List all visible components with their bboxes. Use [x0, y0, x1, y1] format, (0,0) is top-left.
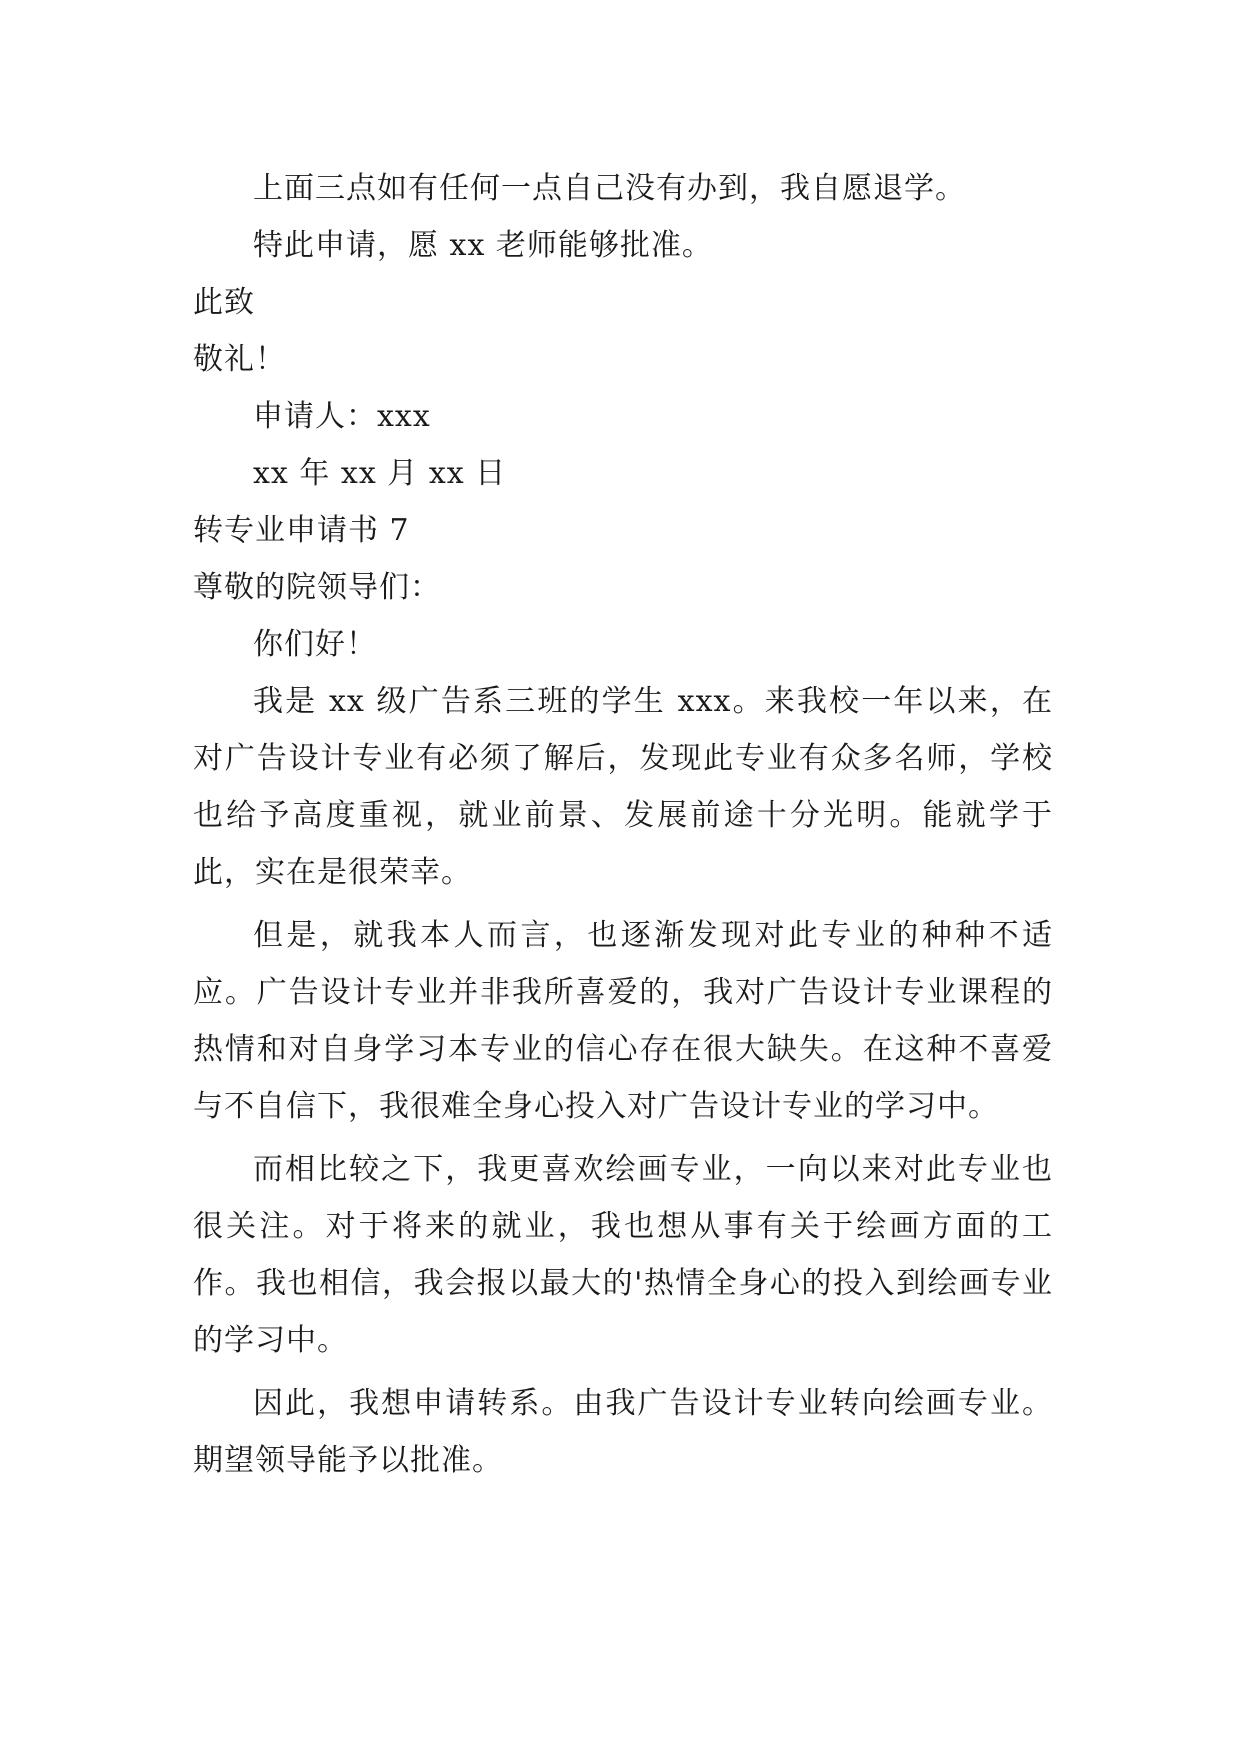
document-body	[193, 160, 1053, 1489]
paragraph: 我是 xx 级广告系三班的学生 xxx。来我校一年以来，在对广告设计专业有必须了解后，发现此专业有众多名师，学校也给予高度重视，就业前景、发展前途十分光明。能就学于此，实在是很荣幸。	[193, 684, 1053, 890]
section-title: 转专业申请书 7	[193, 513, 410, 548]
paragraph: 而相比较之下，我更喜欢绘画专业，一向以来对此专业也很关注。对于将来的就业，我也想从事有关于绘画方面的工作。我也相信，我会报以最大的'热情全身心的投入到绘画专业的学习中。	[193, 1152, 1053, 1358]
applicant-line: 申请人：xxx	[253, 399, 431, 434]
date-line: xx 年 xx 月 xx 日	[253, 456, 507, 491]
closing-regards: 敬礼！	[193, 342, 286, 377]
paragraph: 因此，我想申请转系。由我广告设计专业转向绘画专业。期望领导能予以批准。	[193, 1386, 1053, 1478]
closing-salutation: 此致	[193, 285, 255, 320]
paragraph: 特此申请，愿 xx 老师能够批准。	[253, 228, 713, 263]
paragraph: 但是，就我本人而言，也逐渐发现对此专业的种种不适应。广告设计专业并非我所喜爱的，我对广告设计专业课程的热情和对自身学习本专业的信心存在很大缺失。在这种不喜爱与不自信下，我很难全身心投入对广告设计专业的学习中。	[193, 918, 1053, 1124]
paragraph: 上面三点如有任何一点自己没有办到，我自愿退学。	[253, 171, 966, 206]
greeting: 你们好！	[253, 627, 377, 662]
greeting-recipient: 尊敬的院领导们：	[193, 570, 441, 605]
